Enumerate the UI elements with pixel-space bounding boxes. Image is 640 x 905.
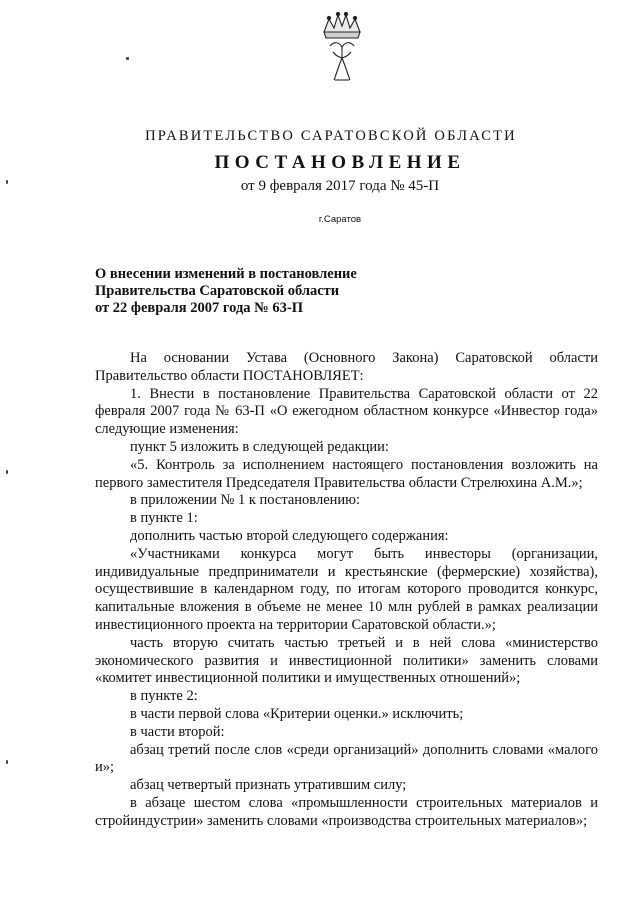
- body-paragraph: абзац четвертый признать утратившим силу;: [130, 777, 407, 794]
- body-paragraph: в пункте 1:: [130, 510, 198, 527]
- scan-speck: [6, 470, 8, 474]
- document-body: [95, 350, 598, 831]
- scan-speck: [6, 180, 8, 184]
- body-paragraph: «Участниками конкурса могут быть инвесторы (организации, индивидуальные предприниматели и крестьянские (фермерские) хозяйства), осуществившие в календарном году, по итогам которого проводится конкурс, капитальные вложения в объеме не менее 10 млн рублей в рамках реализации инвестиционного проекта на территории Саратовской области.»;: [95, 545, 598, 633]
- body-paragraph: пункт 5 изложить в следующей редакции:: [130, 438, 389, 455]
- document-subject: [95, 266, 415, 317]
- scan-speck: [6, 760, 8, 764]
- body-paragraph: часть вторую считать частью третьей и в ней слова «министерство экономического развития и инвестиционной политики» заменить словами «комитет инвестиционной политики и имущественных отношений»;: [95, 634, 598, 687]
- document-type-title: ПОСТАНОВЛЕНИЕ: [214, 152, 466, 173]
- organization-heading: ПРАВИТЕЛЬСТВО САРАТОВСКОЙ ОБЛАСТИ: [145, 128, 517, 144]
- body-paragraph: в части первой слова «Критерии оценки.» исключить;: [130, 705, 464, 722]
- document-date-number: от 9 февраля 2017 года № 45-П: [240, 178, 440, 194]
- body-paragraph: На основании Устава (Основного Закона) Саратовской области Правительство области ПОСТАНОВЛЯЕТ:: [95, 350, 598, 384]
- body-paragraph: дополнить частью второй следующего содержания:: [130, 527, 449, 544]
- coat-of-arms-crown-icon: [312, 10, 372, 85]
- document-city: г.Саратов: [318, 214, 362, 225]
- body-paragraph: в пункте 2:: [130, 688, 198, 705]
- body-paragraph: в абзаце шестом слова «промышленности строительных материалов и стройиндустрии» заменить словами «производства строительных материалов»;: [95, 794, 598, 829]
- body-paragraph: в части второй:: [130, 723, 225, 740]
- body-paragraph: в приложении № 1 к постановлению:: [130, 492, 361, 509]
- body-paragraph: «5. Контроль за исполнением настоящего постановления возложить на первого заместителя Председателя Правительства области Стрелюхина А.М.»;: [95, 456, 598, 491]
- body-paragraph: 1. Внести в постановление Правительства Саратовской области от 22 февраля 2007 года № 63-П «О ежегодном областном конкурсе «Инвестор года» следующие изменения:: [95, 385, 598, 438]
- body-paragraph: абзац третий после слов «среди организаций» дополнить словами «малого и»;: [95, 741, 598, 776]
- subject-line: Правительства Саратовской области: [95, 283, 340, 299]
- subject-line: от 22 февраля 2007 года № 63-П: [95, 300, 303, 316]
- scan-speck: [126, 57, 129, 60]
- subject-line: О внесении изменений в постановление: [95, 266, 357, 282]
